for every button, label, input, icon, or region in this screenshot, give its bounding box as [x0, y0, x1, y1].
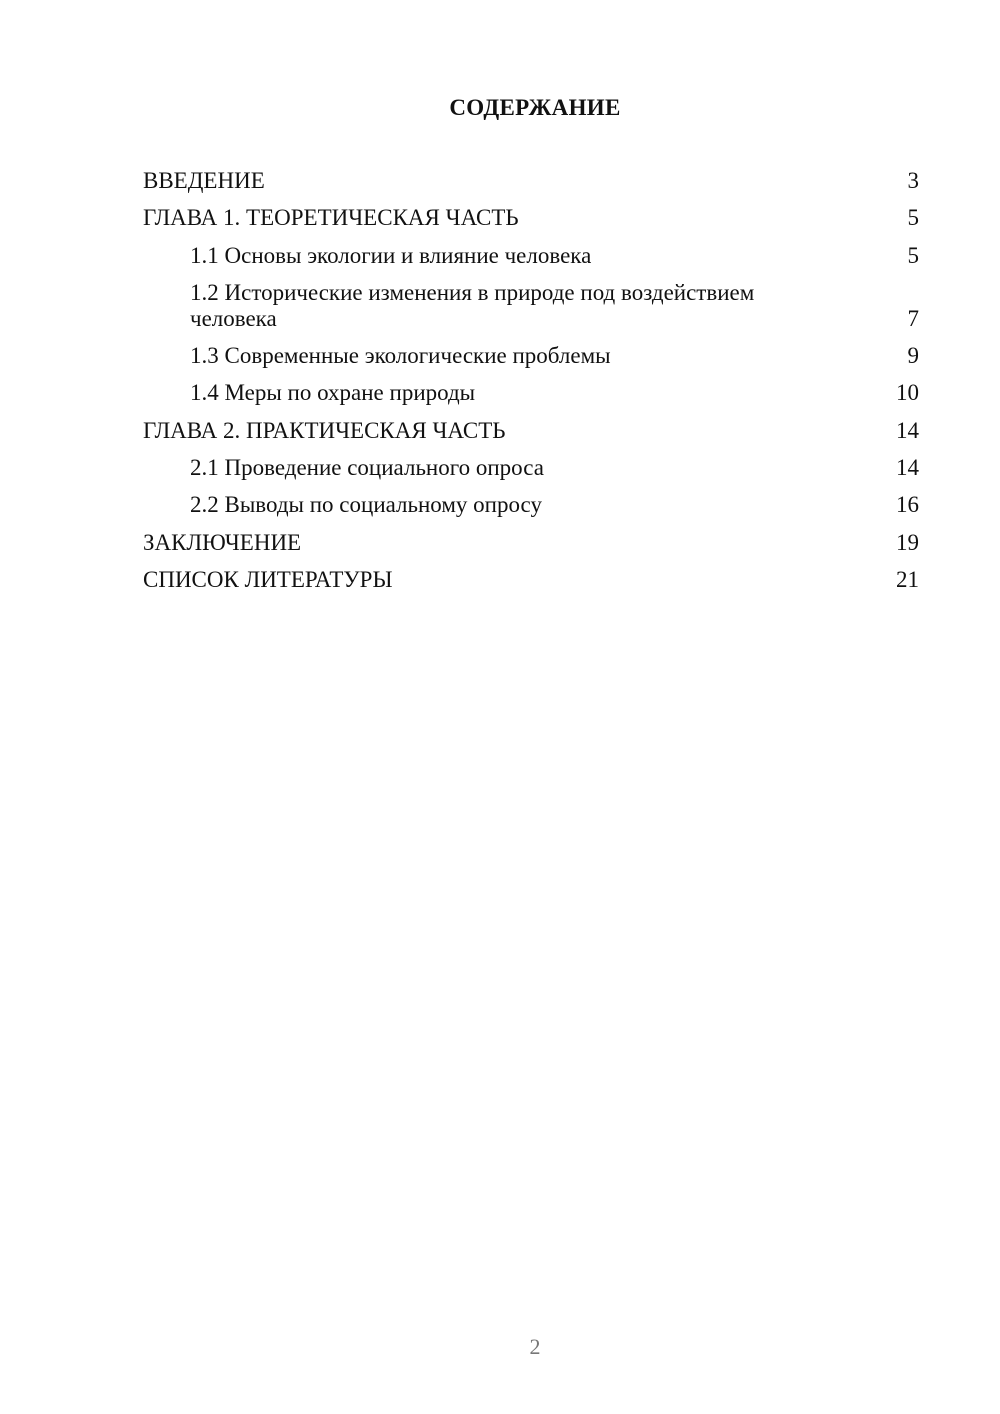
toc-entry-page: 5 — [907, 205, 919, 231]
toc-entry-section-1-3[interactable] — [143, 343, 919, 369]
toc-entry-page: 10 — [896, 380, 919, 406]
toc-entry-chapter-1[interactable] — [143, 205, 919, 231]
toc-entry-page: 5 — [907, 242, 919, 268]
page-number: 2 — [529, 1334, 541, 1359]
toc-entry-label: СПИСОК ЛИТЕРАТУРЫ — [143, 566, 393, 592]
toc-entry-page: 16 — [896, 492, 919, 518]
toc-entry-label: 2.1 Проведение социального опроса — [190, 455, 544, 481]
toc-entry-label: 1.1 Основы экологии и влияние человека — [190, 242, 592, 268]
toc-entry-section-1-2[interactable] — [143, 280, 919, 332]
toc-entry-label: 1.2 Исторические изменения в природе под воздействием человека — [190, 279, 755, 331]
toc-entry-label: 1.3 Современные экологические проблемы — [190, 343, 611, 369]
toc-entry-label: 1.4 Меры по охране природы — [190, 380, 476, 406]
toc-entry-label: 2.2 Выводы по социальному опросу — [190, 492, 542, 518]
toc-entry-label: ГЛАВА 1. ТЕОРЕТИЧЕСКАЯ ЧАСТЬ — [143, 205, 519, 231]
toc-entry-bibliography[interactable] — [143, 567, 919, 593]
page-title: СОДЕРЖАНИЕ — [449, 95, 621, 120]
toc-entry-section-2-2[interactable] — [143, 492, 919, 518]
toc-entry-chapter-2[interactable] — [143, 418, 919, 444]
toc-entry-section-1-4[interactable] — [143, 380, 919, 406]
toc-entry-section-2-1[interactable] — [143, 455, 919, 481]
toc-entry-page: 9 — [907, 343, 919, 369]
toc-entry-introduction[interactable] — [143, 168, 919, 194]
toc-entry-page: 3 — [907, 168, 919, 193]
toc-entry-page: 21 — [896, 566, 919, 592]
toc-entry-page: 7 — [907, 305, 919, 331]
toc-entry-page: 14 — [896, 417, 919, 443]
toc-entry-section-1-1[interactable] — [143, 243, 919, 269]
toc-entry-label: ВВЕДЕНИЕ — [143, 168, 265, 193]
toc-entry-label: ГЛАВА 2. ПРАКТИЧЕСКАЯ ЧАСТЬ — [143, 417, 506, 443]
toc-entry-page: 14 — [896, 455, 919, 481]
toc-entry-conclusion[interactable] — [143, 530, 919, 556]
table-of-contents — [143, 168, 919, 604]
toc-entry-page: 19 — [896, 529, 919, 555]
toc-entry-label: ЗАКЛЮЧЕНИЕ — [143, 529, 302, 555]
